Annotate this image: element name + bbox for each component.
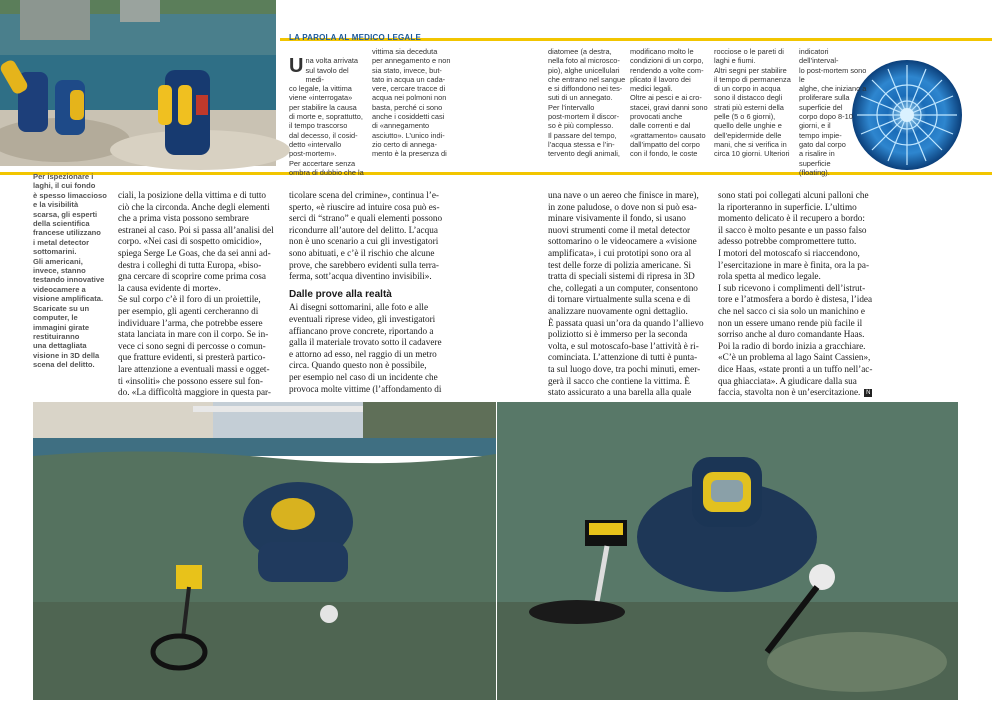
body-column-4-text bbox=[718, 190, 883, 399]
body-column-4 bbox=[718, 190, 883, 399]
sidebar-column-1-text: na volta arrivata sul tavolo del medi- co legale, la vittima viene «interrogata» per stabilire la causa di morte e, soprattutto, il tempo trascorso dal decesso, il cosid- detto «intervallo post-mortem». Per accertare senza ombra di dubbio che la bbox=[289, 56, 364, 177]
photo-underwater-diver-left bbox=[33, 402, 496, 700]
body-column-2 bbox=[289, 190, 449, 395]
body-column-2-text-a: ticolare scena del crimine», continua l’e- sperto, «è riuscire ad intuire cosa può es- serci di “strano” e quali elementi possono ricondurre all’autore del delitto. L’acqua non è uno scenario a cui gli investigatori sono abituati, e c’è il rischio che alcune prove, che sarebbero evidenti sulla terra- ferma, sott’acqua diventino invisibili». bbox=[289, 190, 443, 282]
sidebar-bottom-rule bbox=[0, 172, 992, 175]
body-column-2-text-b: Ai disegni sottomarini, alle foto e alle eventuali riprese video, gli investigatori affiancano prove concrete, riportando a galla il materiale trovato sotto il cadavere e attorno ad esso, nel raggio di un metro circa. Quando questo non è possibile, per esempio nel caso di un incidente che provoca molte vittime (l’affondamento di bbox=[289, 302, 442, 394]
body-column-4-paragraph: sono stati poi collegati alcuni palloni che la riporteranno in superficie. L’ultimo momento delicato è il recupero a bordo: il sacco è molto pesante e un passo falso adesso potrebbe compromettere tutto. I motori del motoscafo si riaccendono, l’esercitazione in mare è finita, ora la pa- rola spetta al medico legale. I sub ricevono i complimenti dell’istrut- tore e l’atmosfera a bordo è distesa, l’idea che nel sacco ci sia solo un manichino e non un essere umano rende più facile il sorriso anche al duro comandante Haas. Poi la radio di bordo inizia a gracchiare. «C’è un problema al lago Saint Cassien», dice Haas, «state pronti a un tuffo nell’ac- qua ghiacciata». A giudicare dalla sua faccia, stavolta non è un’esercitazione. bbox=[718, 190, 873, 398]
body-column-1 bbox=[118, 190, 278, 399]
sidebar-title: LA PAROLA AL MEDICO LEGALE bbox=[289, 33, 422, 42]
photo-caption: Per ispezionare i laghi, il cui fondo è spesso limaccioso e la visibilità scarsa, gli esperti della scientifica francese utilizzano i metal detector sottomarini. Gli americani, invece, stanno testando innovative videocamere a visione amplificata. Scaricate su un computer, le immagini girate restituiranno una dettagliata visione in 3D della scena del delitto. bbox=[33, 172, 107, 370]
sidebar-column-2: vittima sia deceduta per annegamento e non sia stato, invece, but- tato in acqua un cada- vere, cercare tracce di acqua nei polmoni non basta, perché ci sono anche i cosiddetti casi di «annegamento asciutto». L’unico indi- zio certo di annega- mento è la presenza di bbox=[372, 47, 451, 159]
sidebar-column-6: indicatori dell’interval- lo post-mortem sono le alghe, che iniziano a proliferare sulla superficie del corpo dopo 8-10 giorni, e il tempo impie- gato dal corpo a risalire in superficie (floating). bbox=[799, 47, 867, 177]
photo-underwater-diver-right bbox=[497, 402, 958, 700]
sidebar-column-4: modificano molto le condizioni di un corpo, rendendo a volte com- plicato il lavoro dei medici legali. Oltre ai pesci e ai cro- stacei, gravi danni sono provocati anche dalle correnti e dal «grattamento» causato dall’impatto del corpo con il fondo, le coste bbox=[630, 47, 708, 159]
sidebar-dropcap: U bbox=[289, 55, 304, 78]
sidebar-column-5: rocciose o le pareti di laghi e fiumi. Altri segni per stabilire il tempo di permanenza di un corpo in acqua sono il distacco degli strati più esterni della pelle (5 o 6 giorni), quello delle unghie e dell’epidermide delle mani, che si verifica in circa 10 giorni. Ulteriori bbox=[714, 47, 791, 159]
body-column-1-text: ciali, la posizione della vittima e di tutto ciò che la circonda. Anche degli elementi che a prima vista possono sembrare estranei al caso. Poi si passa all’analisi del corpo. «Nei casi di sospetto omicidio», spiega Serge Le Goas, che da sei anni ad- destra i colleghi di tutta Europa, «biso- gna cercare di scoprire come prima cosa la causa evidente di morte». Se sul corpo c’è il foro di un proiettile, per esempio, gli agenti cercheranno di individuare l’arma, che potrebbe essere stata lanciata in mare con il corpo. Se in- vece ci sono segni di percosse o comun- que fratture evidenti, si presterà partico- lare attenzione a eventuali massi e ogget- ti «insoliti» che possono essere sul fon- do. «La difficoltà maggiore in questa par- bbox=[118, 190, 274, 398]
section-heading: Dalle prove alla realtà bbox=[289, 288, 392, 300]
sidebar-column-3: diatomee (a destra, nella foto al microsco- pio), alghe unicellulari che entrano nel sangue e si diffondono nei tes- suti di un annegato. Per l’intervallo post-mortem il discor- so è più complesso. Il passare del tempo, l’acqua stessa e l’in- tervento degli animali, bbox=[548, 47, 626, 159]
body-column-3-text: una nave o un aereo che finisce in mare), in zone paludose, o dove non si può esa- minare visivamente il fondo, si usano nuovi strumenti come il metal detector sottomarino o le videocamere a «visione amplificata», i cui prototipi sono ora al test delle forze di polizia americane. Si tratta di speciali sistemi di ripresa in 3D che, collegati a un computer, consentono di tornare virtualmente sulla scena e di analizzare nuovamente ogni dettaglio. È passata quasi un’ora da quando l’allievo poliziotto si è immerso per la seconda volta, e sul motoscafo-base l’attività è ri- cominciata. L’attenzione di tutti è punta- ta sul luogo dove, tra pochi minuti, emer- gerà il sacco che contiene la vittima. È stato assicurato a una barella alla quale bbox=[548, 190, 704, 398]
body-column-3 bbox=[548, 190, 708, 399]
sidebar-column-1 bbox=[289, 47, 369, 177]
photo-divers-shore bbox=[0, 0, 276, 166]
end-mark-icon: N bbox=[866, 389, 871, 396]
